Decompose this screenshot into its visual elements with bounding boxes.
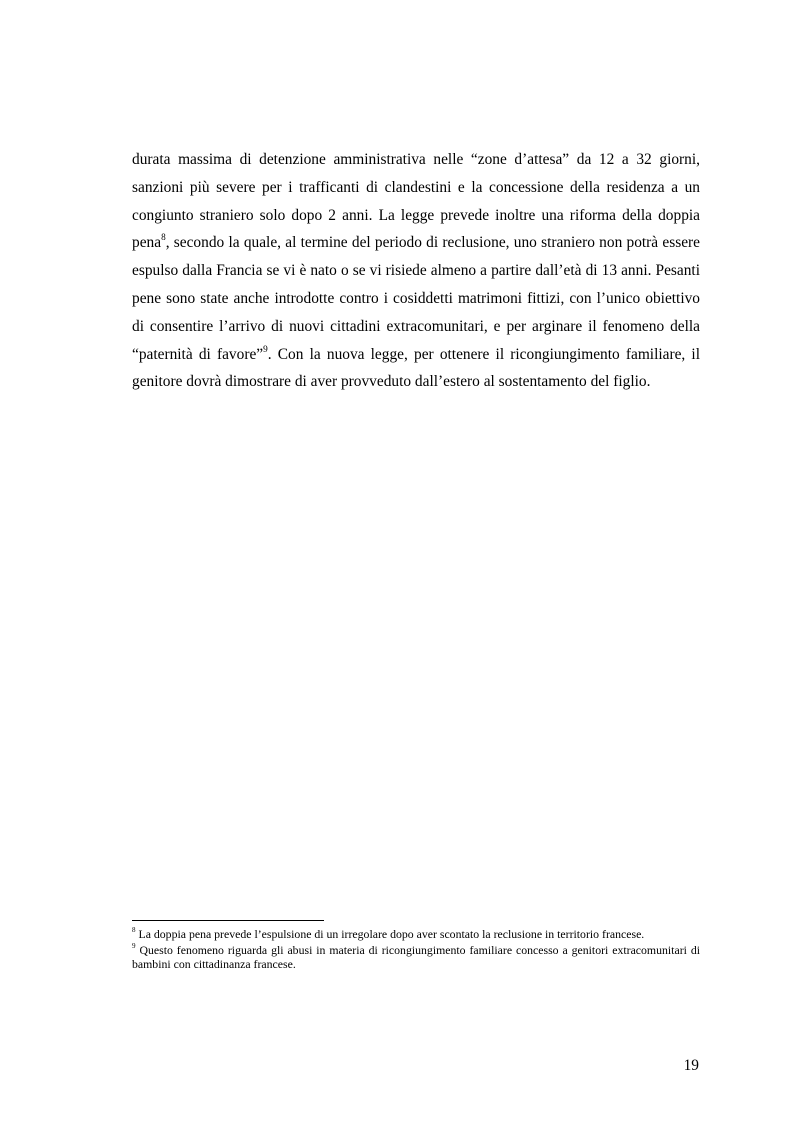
footnotes xyxy=(132,927,700,973)
footnote-9 xyxy=(132,943,700,972)
paragraph-text-part-3: . Con la nuova legge, per ottenere il ricongiungimento familiare, il genitore dovrà dimostrare di aver provveduto dall’estero al sostentamento del figlio. xyxy=(132,345,700,391)
footnote-text-9: Questo fenomeno riguarda gli abusi in materia di ricongiungimento familiare concesso a genitori extracomunitari di bambini con cittadinanza francese. xyxy=(132,942,700,972)
footnote-text-8: La doppia pena prevede l’espulsione di un irregolare dopo aver scontato la reclusione in territorio francese. xyxy=(135,927,645,941)
footnote-ref-9[interactable]: 9 xyxy=(263,343,268,354)
footnote-number-8: 8 xyxy=(132,926,136,935)
footnote-number-9: 9 xyxy=(132,941,136,950)
body-paragraph xyxy=(132,146,700,396)
paragraph-text-part-2: , secondo la quale, al termine del periodo di reclusione, uno straniero non potrà essere espulso dalla Francia se vi è nato o se vi risiede almeno a partire dall’età di 13 anni. Pesanti pene sono state anche introdotte contro i cosiddetti matrimoni fittizi, con l’unico obiettivo di consentire l’arrivo di nuovi cittadini extracomunitari, e per arginare il fenomeno della “paternità di favore” xyxy=(132,234,700,363)
footnote-ref-8[interactable]: 8 xyxy=(161,232,166,243)
footnote-separator xyxy=(132,920,324,921)
page-number: 19 xyxy=(683,1057,699,1074)
footnote-8 xyxy=(132,927,700,942)
paragraph-text-part-1: durata massima di detenzione amministrativa nelle “zone d’attesa” da 12 a 32 giorni, sanzioni più severe per i trafficanti di clandestini e la concessione della residenza a un congiunto straniero solo dopo 2 anni. La legge prevede inoltre una riforma della doppia pena xyxy=(132,151,700,252)
